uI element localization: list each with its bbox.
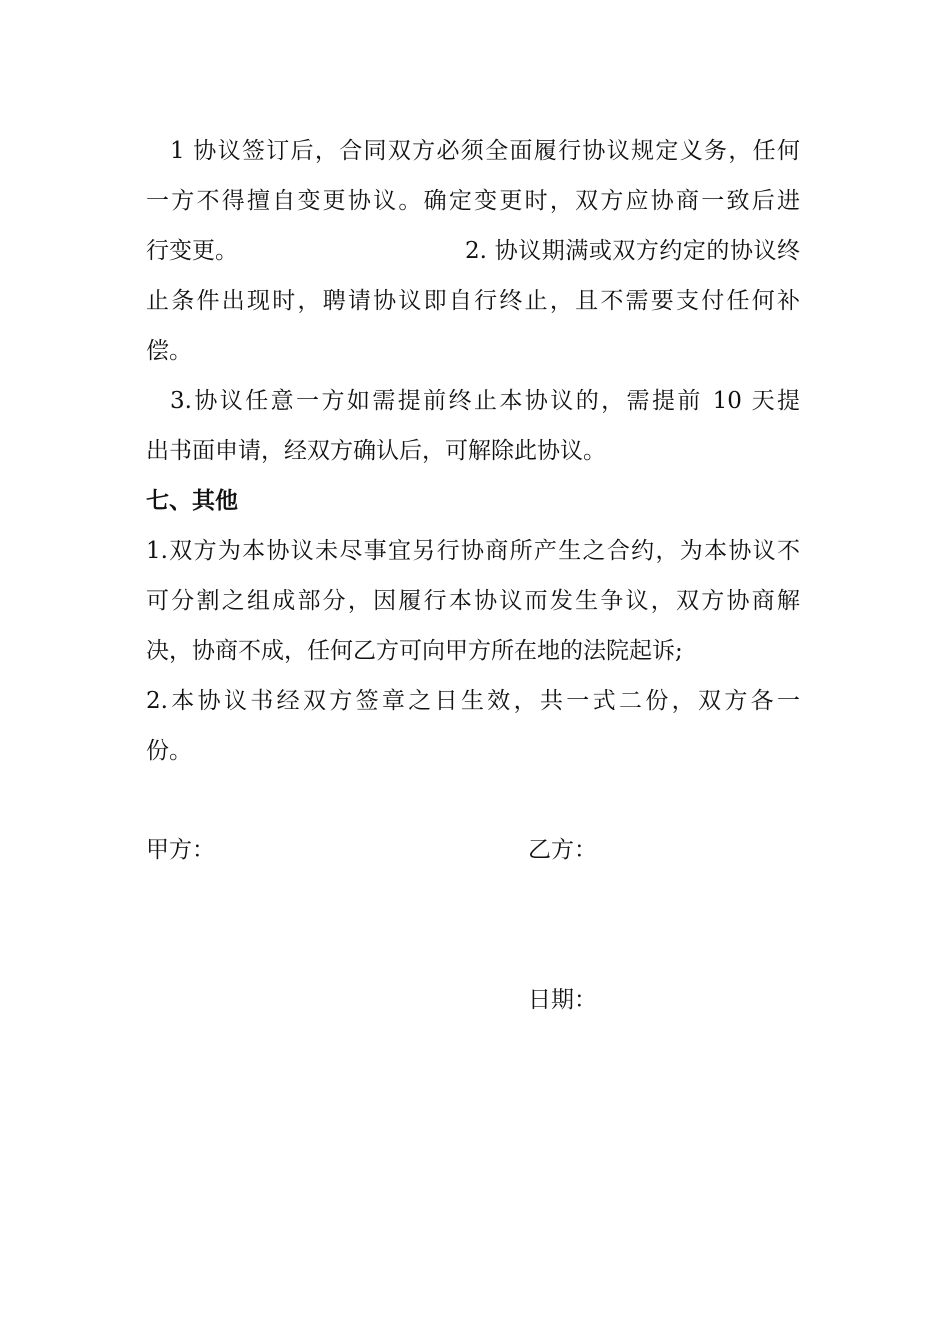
clause-3-line-2: 出书面申请，经双方确认后，可解除此协议。 (146, 438, 606, 464)
party-b-label: 乙方： (528, 837, 597, 863)
other-item-1-line-2: 可分割之组成部分，因履行本协议而发生争议，双方协商解 (146, 588, 800, 614)
clause-1-line-2: 一方不得擅自变更协议。确定变更时，双方应协商一致后进 (146, 188, 800, 214)
other-item-1-line-1: 1.双方为本协议未尽事宜另行协商所产生之合约，为本协议不 (146, 538, 800, 564)
other-item-2-line-2: 份。 (146, 738, 192, 764)
other-item-2-line-1: 2.本协议书经双方签章之日生效，共一式二份，双方各一 (146, 688, 800, 714)
clause-1-line-3: 行变更。 (146, 238, 238, 264)
clause-3-line-1: 3.协议任意一方如需提前终止本协议的，需提前 10 天提 (170, 388, 800, 414)
party-a-label: 甲方： (146, 837, 215, 863)
clause-1-line-1: 1 协议签订后，合同双方必须全面履行协议规定义务，任何 (170, 138, 800, 164)
clause-2-line-3: 偿。 (146, 338, 192, 364)
clause-2-line-1: 2. 协议期满或双方约定的协议终 (465, 238, 800, 264)
other-item-1-line-3: 决，协商不成，任何乙方可向甲方所在地的法院起诉; (146, 638, 683, 664)
date-label: 日期： (528, 987, 597, 1013)
section-7-heading: 七、其他 (146, 487, 238, 514)
clause-2-line-2: 止条件出现时，聘请协议即自行终止，且不需要支付任何补 (146, 288, 800, 314)
